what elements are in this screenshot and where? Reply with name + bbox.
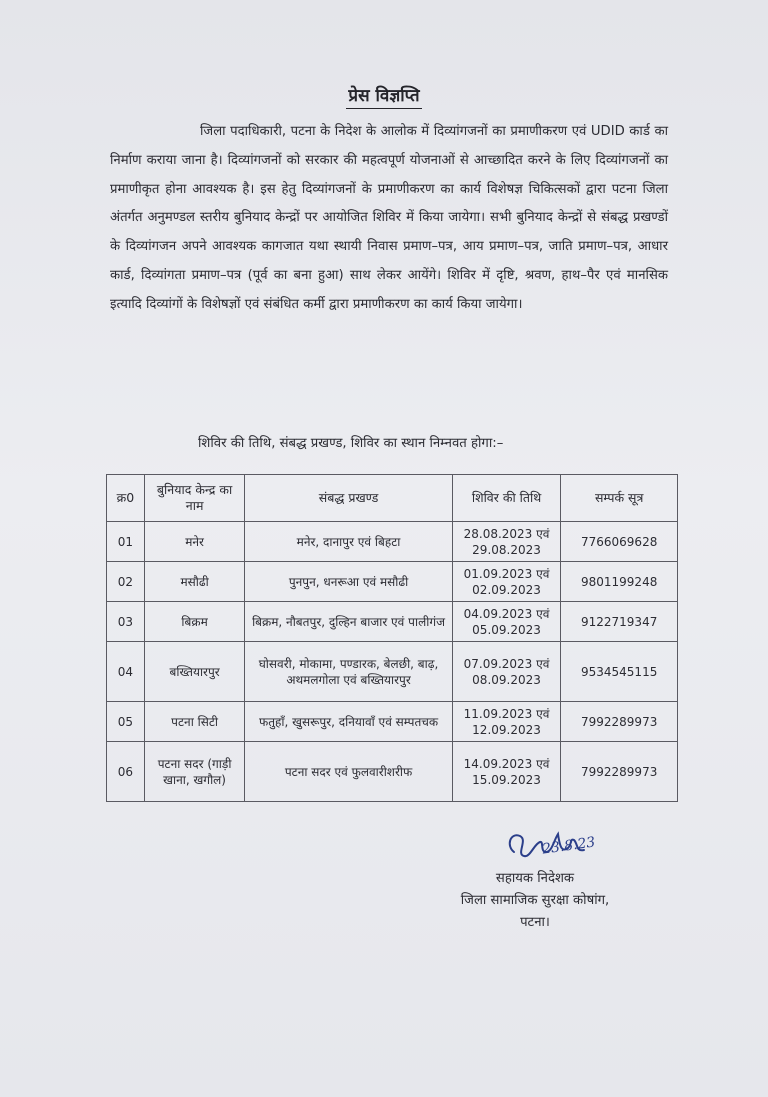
cell-contact: 9122719347 — [561, 602, 678, 642]
signatory-designation: सहायक निदेशक — [495, 871, 575, 886]
cell-serial: 04 — [107, 642, 145, 702]
cell-camp-date: 04.09.2023 एवं 05.09.2023 — [452, 602, 561, 642]
table-row — [107, 522, 678, 562]
table-intro-line: शिविर की तिथि, संबद्ध प्रखण्ड, शिविर का स्थान निम्नवत होगा:– — [198, 436, 504, 451]
header-blocks: संबद्ध प्रखण्ड — [245, 475, 452, 522]
cell-serial: 03 — [107, 602, 145, 642]
cell-contact: 9801199248 — [561, 562, 678, 602]
cell-camp-date: 28.08.2023 एवं 29.08.2023 — [452, 522, 561, 562]
cell-camp-date: 01.09.2023 एवं 02.09.2023 — [452, 562, 561, 602]
header-serial: क्र0 — [107, 475, 145, 522]
table-row — [107, 702, 678, 742]
cell-contact: 7992289973 — [561, 742, 678, 802]
table-row — [107, 602, 678, 642]
cell-blocks: मनेर, दानापुर एवं बिहटा — [245, 522, 452, 562]
cell-serial: 01 — [107, 522, 145, 562]
table-row — [107, 742, 678, 802]
cell-center-name: पटना सिटी — [144, 702, 245, 742]
cell-contact: 7766069628 — [561, 522, 678, 562]
cell-blocks: फतुहाँ, खुसरूपुर, दनियावाँ एवं सम्पतचक — [245, 702, 452, 742]
cell-blocks: पुनपुन, धनरूआ एवं मसौढी — [245, 562, 452, 602]
cell-center-name: मनेर — [144, 522, 245, 562]
signatory-city: पटना। — [520, 915, 550, 930]
page-title — [0, 83, 768, 106]
cell-serial: 02 — [107, 562, 145, 602]
header-camp-date: शिविर की तिथि — [452, 475, 561, 522]
cell-blocks: पटना सदर एवं फुलवारीशरीफ — [245, 742, 452, 802]
table-row — [107, 562, 678, 602]
cell-center-name: बिक्रम — [144, 602, 245, 642]
cell-blocks: बिक्रम, नौबतपुर, दुल्हिन बाजार एवं पालीगंज — [245, 602, 452, 642]
cell-serial: 05 — [107, 702, 145, 742]
cell-center-name: बख्तियारपुर — [144, 642, 245, 702]
table-header-row — [107, 475, 678, 522]
table-row — [107, 642, 678, 702]
notice-paragraph: जिला पदाधिकारी, पटना के निदेश के आलोक में दिव्यांगजनों का प्रमाणीकरण एवं UDID कार्ड का निर्माण कराया जाना है। दिव्यांगजनों को सरकार की महत्वपूर्ण योजनाओं से आच्छादित करने के लिए दिव्यांगजनों का प्रमाणीकृत होना आवश्यक है। इस हेतु दिव्यांगजनों के प्रमाणीकरण का कार्य विशेषज्ञ चिकित्सकों द्वारा पटना जिला अंतर्गत अनुमण्डल स्तरीय बुनियाद केन्द्रों पर आयोजित शिविर में किया जायेगा। सभी बुनियाद केन्द्रों से संबद्ध प्रखण्डों के दिव्यांगजन अपने आवश्यक कागजात यथा स्थायी निवास प्रमाण–पत्र, आय प्रमाण–पत्र, जाति प्रमाण–पत्र, आधार कार्ड, दिव्यांगता प्रमाण–पत्र (पूर्व का बना हुआ) साथ लेकर आयेंगे। शिविर में दृष्टि, श्रवण, हाथ–पैर एवं मानसिक इत्यादि दिव्यांगों के विशेषज्ञों एवं संबंधित कर्मी द्वारा प्रमाणीकरण का कार्य किया जायेगा। — [110, 124, 668, 312]
cell-serial: 06 — [107, 742, 145, 802]
cell-contact: 9534545115 — [561, 642, 678, 702]
signatory-office: जिला सामाजिक सुरक्षा कोषांग, — [460, 893, 610, 908]
header-contact: सम्पर्क सूत्र — [561, 475, 678, 522]
cell-blocks: घोसवरी, मोकामा, पण्डारक, बेलछी, बाढ़, अथमलगोला एवं बख्तियारपुर — [245, 642, 452, 702]
camp-schedule-table — [106, 474, 678, 802]
signatory-details — [420, 868, 650, 934]
page-title-text: प्रेस विज्ञप्ति — [346, 86, 421, 109]
cell-center-name: पटना सदर (गाड़ी खाना, खगौल) — [144, 742, 245, 802]
cell-camp-date: 11.09.2023 एवं 12.09.2023 — [452, 702, 561, 742]
signature-date: 23.8.23 — [541, 834, 597, 858]
cell-center-name: मसौढी — [144, 562, 245, 602]
cell-contact: 7992289973 — [561, 702, 678, 742]
header-center-name: बुनियाद केन्द्र का नाम — [144, 475, 245, 522]
cell-camp-date: 07.09.2023 एवं 08.09.2023 — [452, 642, 561, 702]
cell-camp-date: 14.09.2023 एवं 15.09.2023 — [452, 742, 561, 802]
